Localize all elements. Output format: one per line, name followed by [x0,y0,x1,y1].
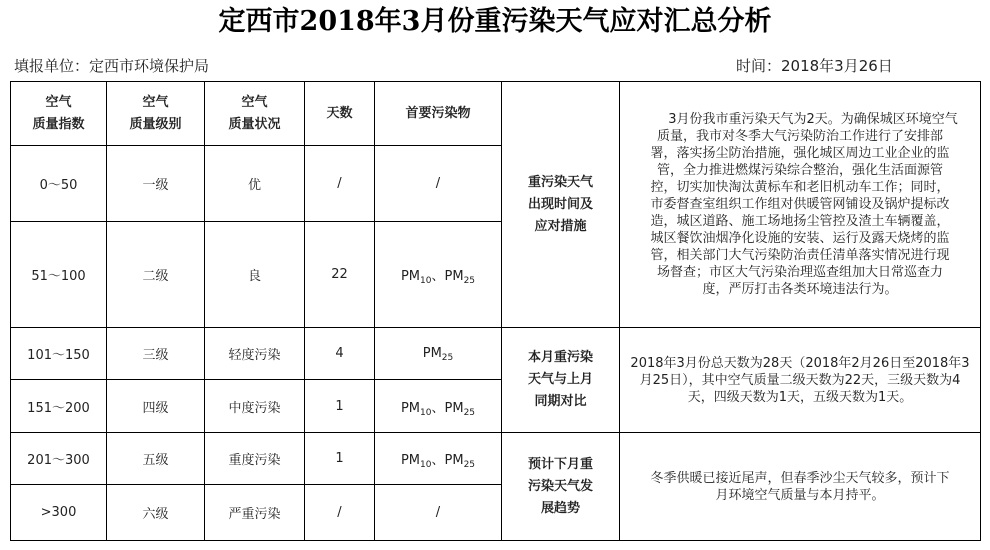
aqi-cell: 101～150 [11,328,107,380]
table-row [11,328,981,380]
pollutant-cell: $PM_{10}$、$PM_{25}$ [375,222,502,328]
pollutant-cell: $PM_{25}$ [375,328,502,380]
aqi-cell: 0～50 [11,146,107,222]
section-text-comparison: 2018年3月份总天数为28天（2018年2月26日至2018年3 月25日），其中空气质量二级天数为22天，三级天数为4 天，四级天数为1天，五级天数为1天。 [620,328,981,433]
pollutant-cell: $PM_{10}$、$PM_{25}$ [375,380,502,433]
status-cell: 中度污染 [205,380,305,433]
pollutant-cell: $PM_{10}$、$PM_{25}$ [375,433,502,485]
pollutant-cell: / [375,485,502,541]
page-title: 定西市2018年3月份重污染天气应对汇总分析 [218,6,772,37]
table-header-row [11,82,981,146]
status-cell: 重度污染 [205,433,305,485]
level-cell: 二级 [107,222,205,328]
status-cell: 优 [205,146,305,222]
section-label-measures: 重污染天气 出现时间及 应对措施 [502,82,620,328]
days-cell: 1 [305,380,375,433]
header-level: 空气 质量级别 [107,82,205,146]
header-days: 天数 [305,82,375,146]
level-cell: 四级 [107,380,205,433]
status-cell: 轻度污染 [205,328,305,380]
summary-table [10,81,981,541]
pollutant-cell: / [375,146,502,222]
reporting-unit: 填报单位：定西市环境保护局 [14,57,210,75]
section-text-forecast: 冬季供暖已接近尾声，但春季沙尘天气较多，预计下 月环境空气质量与本月持平。 [620,433,981,541]
days-cell: / [305,146,375,222]
aqi-cell: >300 [11,485,107,541]
days-cell: 1 [305,433,375,485]
level-cell: 六级 [107,485,205,541]
section-label-forecast: 预计下月重 污染天气发 展趋势 [502,433,620,541]
header-pollutant: 首要污染物 [375,82,502,146]
aqi-cell: 51～100 [11,222,107,328]
status-cell: 良 [205,222,305,328]
header-status: 空气 质量状况 [205,82,305,146]
level-cell: 一级 [107,146,205,222]
section-label-comparison: 本月重污染 天气与上月 同期对比 [502,328,620,433]
report-date: 时间：2018年3月26日 [736,57,893,75]
level-cell: 三级 [107,328,205,380]
section-text-measures: 3月份我市重污染天气为2天。为确保城区环境空气 质量，我市对冬季大气污染防治工作进行了安排部 署，落实扬尘防治措施，强化城区周边工业企业的监 管，全力推进燃煤污染综合整治，强化生活面源管 控，切实加快淘汰黄标车和老旧机动车工作；同时， 市委督查室组织工作组对供暖管网铺设及锅炉提标改 造，城区道路、施工场地扬尘管控及渣土车辆覆盖， 城区餐饮油烟净化设施的安装、运行及露天烧烤的监 管，相关部门大气污染防治责任清单落实情况进行现 场督查；市区大气污染治理巡查组加大日常巡查力 度，严厉打击各类环境违法行为。 [620,82,981,328]
header-aqi: 空气 质量指数 [11,82,107,146]
aqi-cell: 151～200 [11,380,107,433]
status-cell: 严重污染 [205,485,305,541]
days-cell: / [305,485,375,541]
table-row [11,433,981,485]
aqi-cell: 201～300 [11,433,107,485]
days-cell: 4 [305,328,375,380]
level-cell: 五级 [107,433,205,485]
days-cell: 22 [305,222,375,328]
